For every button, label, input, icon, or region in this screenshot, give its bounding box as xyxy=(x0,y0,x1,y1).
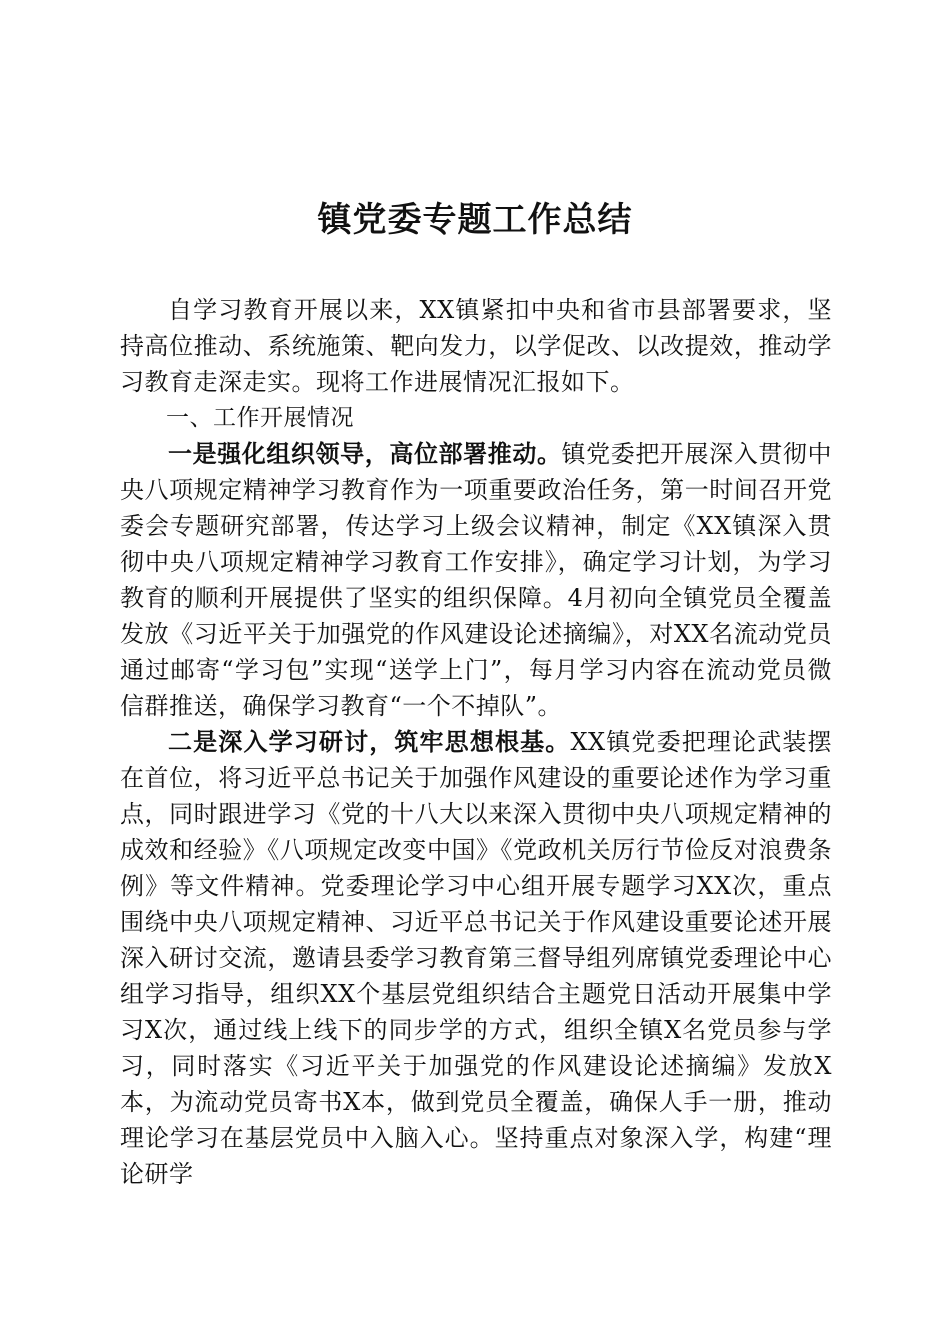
paragraph-text: 镇党委把开展深入贯彻中央八项规定精神学习教育作为一项重要政治任务，第一时间召开党委会专题研究部署，传达学习上级会议精神，制定《XX镇深入贯彻中央八项规定精神学习教育工作安排》，确定学习计划，为学习教育的顺利开展提供了坚实的组织保障。4月初向全镇党员全覆盖发放《习近平关于加强党的作风建设论述摘编》，对XX名流动党员通过邮寄“学习包”实现“送学上门”，每月学习内容在流动党员微信群推送，确保学习教育“一个不掉队”。 xyxy=(120,440,833,720)
paragraph-study-discussion xyxy=(120,724,832,1192)
paragraph-organization-leadership xyxy=(120,436,832,724)
intro-paragraph: 自学习教育开展以来，XX镇紧扣中央和省市县部署要求，坚持高位推动、系统施策、靶向发力，以学促改、以改提效，推动学习教育走深走实。现将工作进展情况汇报如下。 xyxy=(120,296,832,396)
paragraph-lead: 一是强化组织领导，高位部署推动。 xyxy=(168,439,562,468)
paragraph-lead: 二是深入学习研讨，筑牢思想根基。 xyxy=(168,727,571,756)
section-heading: 一、工作开展情况 xyxy=(166,405,354,431)
document-title: 镇党委专题工作总结 xyxy=(317,200,633,240)
document-body xyxy=(120,292,832,1192)
paragraph-text: XX镇党委把理论武装摆在首位，将习近平总书记关于加强作风建设的重要论述作为学习重点，同时跟进学习《党的十八大以来深入贯彻中央八项规定精神的成效和经验》《八项规定改变中国》《党政机关厉行节俭反对浪费条例》等文件精神。党委理论学习中心组开展专题学习XX次，重点围绕中央八项规定精神、习近平总书记关于作风建设重要论述开展深入研讨交流，邀请县委学习教育第三督导组列席镇党委理论中心组学习指导，组织XX个基层党组织结合主题党日活动开展集中学习X次，通过线上线下的同步学的方式，组织全镇X名党员参与学习，同时落实《习近平关于加强党的作风建设论述摘编》发放X本，为流动党员寄书X本，做到党员全覆盖，确保人手一册，推动理论学习在基层党员中入脑入心。坚持重点对象深入学，构建“理论研学 xyxy=(120,728,833,1188)
